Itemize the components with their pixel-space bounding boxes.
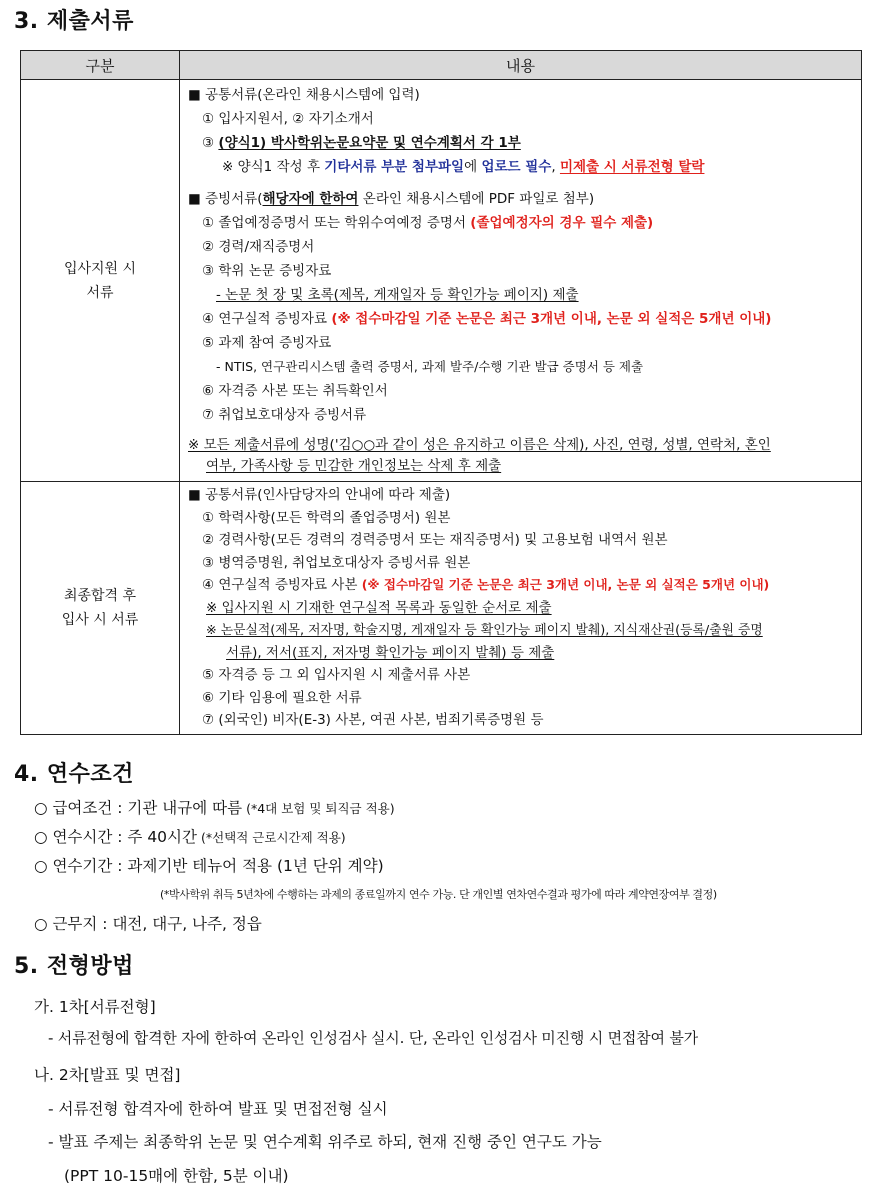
final-foreigner-item: ⑦ (외국인) 비자(E-3) 사본, 여권 사본, 범죄기록증명원 등: [202, 712, 544, 728]
table-header-row: [21, 51, 862, 80]
hours-text: ○ 연수시간 : 주 40시간: [34, 828, 197, 846]
row1-content: [180, 80, 862, 482]
privacy-note-line1: ※ 모든 제출서류에 성명('김○○과 같이 성은 유지하고 이름은 삭제), 사진, 연령, 성별, 연락처, 혼인: [188, 437, 771, 453]
header-content: 내용: [180, 51, 862, 80]
section-4-title: 4. 연수조건: [14, 762, 134, 787]
final-order-note: [188, 597, 855, 620]
thesis-sub-text: - 논문 첫 장 및 초록(제목, 게재일자 등 확인가능 페이지) 제출: [216, 287, 579, 303]
hours-note: (*선택적 근로시간제 적용): [197, 830, 346, 845]
project-sub: - NTIS, 연구관리시스템 출력 증명서, 과제 발주/수행 기관 발급 증명서 등 제출: [216, 359, 644, 374]
protected-item: ⑦ 취업보호대상자 증빙서류: [202, 407, 367, 423]
project-item: ⑤ 과제 참여 증빙자료: [202, 335, 332, 351]
research-b: (※ 접수마감일 기준 논문은 최근 3개년 이내, 논문 외 실적은 5개년 이내): [331, 311, 772, 327]
graduation-a: ① 졸업예정증명서 또는 학위수여예정 증명서: [202, 215, 471, 231]
final-paper-note-line2: 서류), 저서(표지, 저자명 확인가능 페이지 발췌) 등 제출: [226, 644, 555, 661]
pay-condition: [34, 796, 884, 818]
pay-text: ○ 급여조건 : 기관 내규에 따름: [34, 799, 243, 817]
final-paper-note2: [188, 642, 855, 665]
form1-item: [188, 131, 855, 155]
stage1-heading: 가. 1차[서류전형]: [34, 998, 156, 1016]
row1-category-line2: 서류: [86, 284, 114, 301]
stage2-desc1: - 서류전형 합격자에 한하여 발표 및 면접전형 실시: [48, 1100, 388, 1118]
common-docs-heading: ■ 공통서류(온라인 채용시스템에 입력): [188, 87, 420, 103]
row1-category: [21, 80, 180, 482]
stage2-desc2: - 발표 주제는 최종학위 논문 및 연수계획 위주로 하되, 현재 진행 중인 연구도 가능: [48, 1133, 602, 1151]
documents-table: [20, 50, 862, 735]
training-period: ○ 연수기간 : 과제기반 테뉴어 적용 (1년 단위 계약): [34, 857, 384, 875]
row2-content: [180, 482, 862, 735]
form1-note-d: 업로드 필수: [481, 159, 552, 175]
proof-docs-heading: [188, 187, 855, 211]
work-hours: [34, 825, 884, 847]
form1-number: ③: [202, 135, 219, 151]
stage2-desc3: (PPT 10-15매에 한함, 5분 이내): [64, 1167, 289, 1185]
work-location: ○ 근무지 : 대전, 대구, 나주, 정읍: [34, 915, 262, 933]
proof-heading-b: 해당자에 한하여: [262, 191, 359, 207]
form1-text: (양식1) 박사학위논문요약문 및 연수계획서 각 1부: [218, 135, 521, 151]
final-research-b: (※ 접수마감일 기준 논문은 최근 3개년 이내, 논문 외 실적은 5개년 이내): [361, 577, 770, 592]
privacy-note-line2: 여부, 가족사항 등 민감한 개인정보는 삭제 후 제출: [206, 458, 502, 474]
final-research-a: ④ 연구실적 증빙자료 사본: [202, 577, 362, 593]
form1-note-a: ※ 양식1 작성 후: [222, 159, 325, 175]
final-paper-note-line1: ※ 논문실적(제목, 저자명, 학술지명, 게재일자 등 확인가능 페이지 발췌), 지식재산권(등록/출원 증명: [206, 623, 763, 638]
final-common-heading: ■ 공통서류(인사담당자의 안내에 따라 제출): [188, 487, 451, 503]
stage1-desc: - 서류전형에 합격한 자에 한하여 온라인 인성검사 실시. 단, 온라인 인성검사 미진행 시 면접참여 불가: [48, 1029, 698, 1047]
section-5-title: 5. 전형방법: [14, 954, 134, 979]
final-order-note-text: ※ 입사지원 시 기재한 연구실적 목록과 동일한 순서로 제출: [206, 599, 552, 616]
form1-note: [188, 155, 855, 179]
proof-heading-a: ■ 증빙서류(: [188, 191, 263, 207]
final-research-item: [188, 574, 855, 597]
row1-category-line1: 입사지원 시: [63, 260, 137, 277]
career-item: ② 경력/재직증명서: [202, 239, 315, 255]
final-military-item: ③ 병역증명원, 취업보호대상자 증빙서류 원본: [202, 554, 471, 571]
final-career-item: ② 경력사항(모든 경력의 경력증명서 또는 재직증명서) 및 고용보험 내역서 원본: [202, 532, 668, 548]
research-a: ④ 연구실적 증빙자료: [202, 311, 332, 327]
proof-heading-c: 온라인 채용시스템에 PDF 파일로 첨부): [358, 191, 595, 207]
section-3-title: 3. 제출서류: [14, 9, 134, 34]
thesis-item: ③ 학위 논문 증빙자료: [202, 263, 332, 279]
table-row: [21, 482, 862, 735]
table-row: [21, 80, 862, 482]
period-note: (*박사학위 취득 5년차에 수행하는 과제의 종료일까지 연수 가능. 단 개인별 연차연수결과 평가에 따라 계약연장여부 결정): [160, 888, 717, 901]
row2-category-line2: 입사 시 서류: [61, 611, 139, 628]
research-item: [188, 307, 855, 331]
row2-category-line1: 최종합격 후: [63, 587, 137, 604]
header-category: 구분: [21, 51, 180, 80]
form1-note-e: ,: [551, 159, 560, 175]
license-item: ⑥ 자격증 사본 또는 취득확인서: [202, 383, 388, 399]
row2-category: [21, 482, 180, 735]
graduation-b: (졸업예정자의 경우 필수 제출): [470, 215, 654, 231]
application-item: ① 입사지원서, ② 자기소개서: [202, 111, 374, 127]
form1-note-b: 기타서류 부분 첨부파일: [324, 159, 465, 175]
privacy-note: [188, 435, 855, 477]
form1-note-c: 에: [464, 159, 482, 175]
final-etc-item: ⑥ 기타 임용에 필요한 서류: [202, 689, 362, 706]
final-paper-note: [188, 619, 855, 642]
final-license-item: ⑤ 자격증 등 그 외 입사지원 시 제출서류 사본: [202, 667, 471, 683]
thesis-sub: [188, 283, 855, 307]
form1-note-f: 미제출 시 서류전형 탈락: [559, 159, 705, 175]
final-edu-item: ① 학력사항(모든 학력의 졸업증명서) 원본: [202, 509, 451, 526]
stage2-heading: 나. 2차[발표 및 면접]: [34, 1066, 181, 1084]
graduation-item: [188, 211, 855, 235]
pay-note: (*4대 보험 및 퇴직금 적용): [242, 801, 395, 816]
